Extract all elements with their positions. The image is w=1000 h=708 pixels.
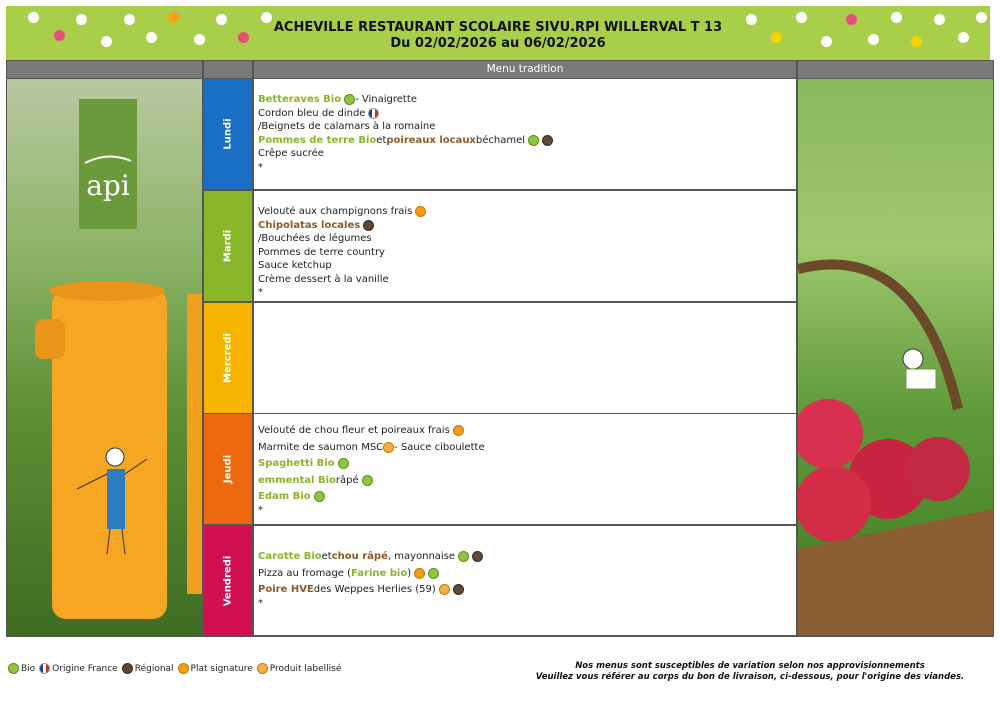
menu-item: Velouté aux champignons frais xyxy=(258,205,792,219)
bio-icon xyxy=(8,663,19,674)
legend-france: Origine France xyxy=(39,663,118,674)
column-title: Menu tradition xyxy=(254,61,796,78)
menu-item: Betteraves Bio - Vinaigrette xyxy=(258,94,417,105)
bio-icon xyxy=(428,568,439,579)
regional-icon xyxy=(542,135,553,146)
menu-item: Carotte Bio et chou râpé , mayonnaise xyxy=(258,550,792,564)
regional-icon xyxy=(472,551,483,562)
menu-item: Sauce ketchup xyxy=(258,260,332,271)
labelled-product-icon xyxy=(383,442,394,453)
menu-item: Crème dessert à la vanille xyxy=(258,273,389,285)
menu-item: Crêpe sucrée xyxy=(258,148,324,159)
menu-item: Poire HVE des Weppes Herlies (59) xyxy=(258,583,792,597)
labelled-product-icon xyxy=(257,663,268,674)
bio-icon xyxy=(362,475,373,486)
boot-illustration xyxy=(7,79,202,635)
menu-cell-mardi xyxy=(254,191,796,301)
menu-item: Edam Bio xyxy=(258,490,792,504)
day-label-mercredi: Mercredi xyxy=(204,303,252,413)
menu-item: * xyxy=(258,504,263,516)
legend-bio: Bio xyxy=(8,663,35,674)
bio-icon xyxy=(458,551,469,562)
menu-cell-lundi xyxy=(254,79,796,189)
title-line-2: Du 02/02/2026 au 06/02/2026 xyxy=(390,36,606,51)
day-label-lundi: Lundi xyxy=(204,79,252,189)
labelled-product-icon xyxy=(439,584,450,595)
menu-cell-mercredi xyxy=(254,303,796,413)
signature-dish-icon xyxy=(414,568,425,579)
legend-signature: Plat signature xyxy=(178,663,253,674)
header-cell-right xyxy=(798,61,993,78)
regional-icon xyxy=(453,584,464,595)
page-title xyxy=(6,20,990,52)
france-flag-icon xyxy=(39,663,50,674)
menu-item: Pommes de terre Bio et poireaux locaux béchamel xyxy=(258,134,792,148)
france-flag-icon xyxy=(368,108,379,119)
signature-dish-icon xyxy=(178,663,189,674)
regional-icon xyxy=(363,220,374,231)
menu-item: /Beignets de calamars à la romaine xyxy=(258,121,436,132)
legend-labelled: Produit labellisé xyxy=(257,663,342,674)
menu-item: Cordon bleu de dinde xyxy=(258,107,792,121)
menu-item: Marmite de saumon MSC - Sauce ciboulette xyxy=(258,441,485,453)
menu-item: Velouté de chou fleur et poireaux frais xyxy=(258,424,792,438)
header-cell-day xyxy=(204,61,252,78)
menu-item: Pizza au fromage ( Farine bio ) xyxy=(258,567,792,581)
menu-item: * xyxy=(258,597,263,609)
regional-icon xyxy=(122,663,133,674)
left-photo-boots xyxy=(7,79,202,635)
footer-notes xyxy=(520,661,980,683)
bio-icon xyxy=(314,491,325,502)
menu-cell-vendredi xyxy=(254,526,796,635)
legend xyxy=(8,663,345,674)
apple-basket-illustration xyxy=(798,79,993,635)
signature-dish-icon xyxy=(453,425,464,436)
signature-dish-icon xyxy=(415,206,426,217)
svg-text:api: api xyxy=(86,169,130,202)
note-line-2: Veuillez vous référer au corps du bon de livraison, ci-dessous, pour l'origine des viandes. xyxy=(535,672,965,682)
menu-item: * xyxy=(258,161,263,173)
menu-item: * xyxy=(258,287,263,298)
title-line-1: ACHEVILLE RESTAURANT SCOLAIRE SIVU.RPI WILLERVAL T 13 xyxy=(273,20,723,35)
legend-regional: Régional xyxy=(122,663,174,674)
header-cell-left xyxy=(7,61,202,78)
menu-item: /Bouchées de légumes xyxy=(258,233,372,244)
day-label-mardi: Mardi xyxy=(204,191,252,301)
day-label-jeudi: Jeudi xyxy=(204,414,252,524)
menu-cell-jeudi xyxy=(254,414,796,524)
menu-item: Chipolatas locales xyxy=(258,219,792,233)
day-label-vendredi: Vendredi xyxy=(204,526,252,635)
bio-icon xyxy=(528,135,539,146)
menu-item: emmental Bio râpé xyxy=(258,474,792,488)
menu-item: Spaghetti Bio xyxy=(258,457,792,471)
note-line-1: Nos menus sont susceptibles de variation selon nos approvisionnements xyxy=(575,661,925,671)
menu-item: Pommes de terre country xyxy=(258,246,385,258)
bio-icon xyxy=(344,94,355,105)
bio-icon xyxy=(338,458,349,469)
right-photo-apples xyxy=(798,79,993,635)
header-banner xyxy=(6,6,990,60)
